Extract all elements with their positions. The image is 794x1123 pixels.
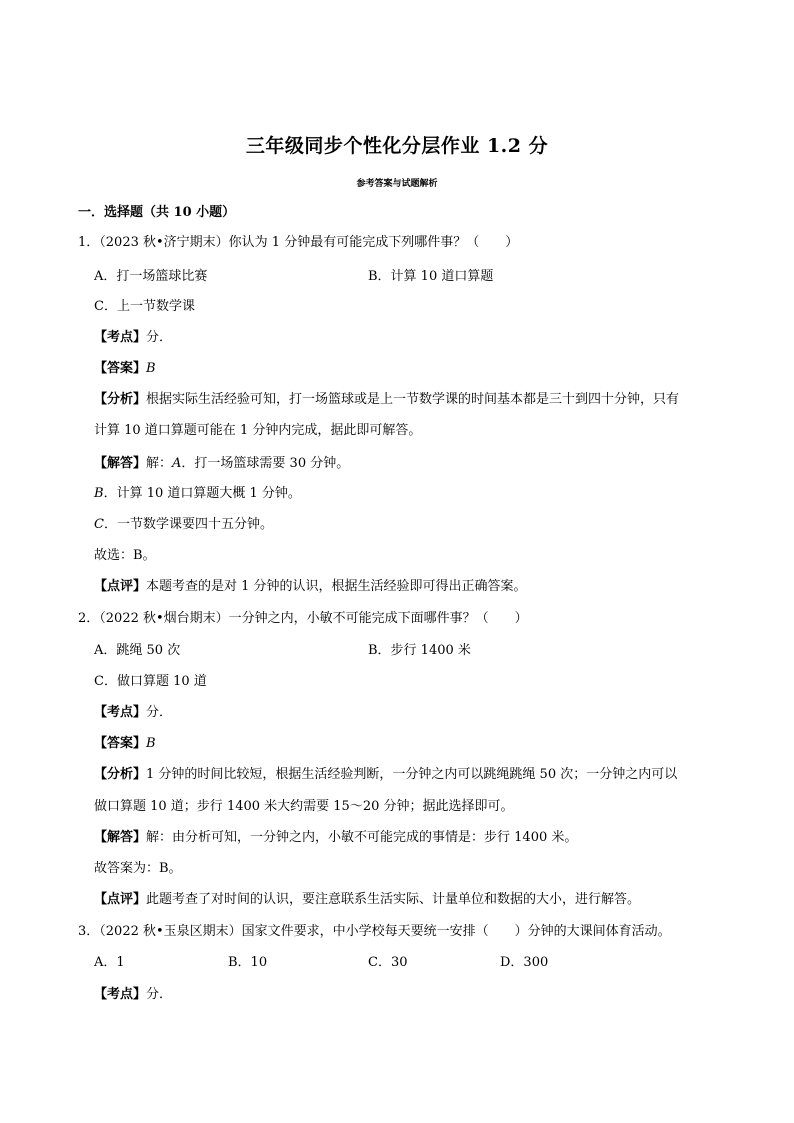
q1-jieda-2 bbox=[94, 485, 301, 503]
q1-option-b: B．计算 10 道口算题 bbox=[368, 269, 494, 284]
q1-option-c: C．上一节数学课 bbox=[94, 299, 195, 314]
q3-stem: 3．（2022 秋•玉泉区期末）国家文件要求，中小学校每天要统一安排（ ）分钟的大课间体育活动。 bbox=[78, 924, 671, 939]
q2-jieda-text: 解：由分析可知，一分钟之内，小敏不可能完成的事情是：步行 1400 米。 bbox=[146, 830, 578, 845]
document-title: 三年级同步个性化分层作业 1.2 分 bbox=[245, 135, 549, 157]
q1-option-a: A．打一场篮球比赛 bbox=[94, 269, 208, 284]
q3-option-c: C．30 bbox=[368, 955, 408, 970]
q1-kaodian bbox=[94, 329, 172, 347]
q1-jieda-text-a: ．打一场篮球需要 30 分钟。 bbox=[181, 456, 350, 471]
q3-option-b: B．10 bbox=[228, 955, 268, 970]
q2-fenxi-text-1: 1 分钟的时间比较短，根据生活经验判断，一分钟之内可以跳绳跳绳 50 次；一分钟之内可以 bbox=[146, 767, 678, 782]
q1-fenxi-text-1: 根据实际生活经验可知，打一场篮球或是上一节数学课的时间基本都是三十到四十分钟，只有 bbox=[146, 392, 680, 407]
q1-answer bbox=[94, 360, 156, 378]
q1-jieda-pre: 解： bbox=[146, 456, 173, 471]
q2-dianping bbox=[94, 891, 640, 909]
q2-fenxi-2: 做口算题 10 道；步行 1400 米大约需要 15～20 分钟；据此选择即可。 bbox=[94, 799, 514, 814]
q2-jieda bbox=[94, 829, 577, 847]
q2-option-a: A．跳绳 50 次 bbox=[94, 643, 181, 658]
q2-fenxi-1 bbox=[94, 766, 677, 784]
document-subtitle: 参考答案与试题解析 bbox=[356, 179, 438, 189]
q1-jieda-3 bbox=[94, 516, 273, 534]
q2-kaodian bbox=[94, 704, 172, 722]
fenxi-tag: 【分析】 bbox=[94, 392, 147, 407]
q1-jieda-1 bbox=[94, 455, 349, 473]
dianping-tag: 【点评】 bbox=[94, 892, 147, 907]
q1-dianping bbox=[94, 578, 527, 596]
q1-answer-value: B bbox=[146, 361, 156, 376]
q2-answer bbox=[94, 735, 156, 753]
q1-jieda-letter-a: A bbox=[172, 456, 182, 471]
kaodian-tag: 【考点】 bbox=[94, 330, 147, 345]
q1-conclusion: 故选：B。 bbox=[94, 548, 156, 563]
q1-fenxi-2: 计算 10 道口算题可能在 1 分钟内完成，据此即可解答。 bbox=[94, 423, 422, 438]
q2-stem: 2．（2022 秋•烟台期末）一分钟之内，小敏不可能完成下面哪件事？（ ） bbox=[78, 611, 528, 626]
q1-dianping-text: 本题考查的是对 1 分钟的认识，根据生活经验即可得出正确答案。 bbox=[146, 579, 527, 594]
q2-option-b: B．步行 1400 米 bbox=[368, 643, 471, 658]
dianping-tag: 【点评】 bbox=[94, 579, 147, 594]
jieda-tag: 【解答】 bbox=[94, 830, 147, 845]
q1-jieda-letter-b: B bbox=[94, 486, 104, 501]
kaodian-tag: 【考点】 bbox=[94, 705, 147, 720]
q2-kaodian-text: 分． bbox=[146, 705, 173, 720]
q1-fenxi-1 bbox=[94, 391, 679, 409]
kaodian-tag: 【考点】 bbox=[94, 987, 147, 1002]
q2-option-c: C．做口算题 10 道 bbox=[94, 674, 207, 689]
q1-stem: 1．（2023 秋•济宁期末）你认为 1 分钟最有可能完成下列哪件事？（ ） bbox=[78, 235, 519, 250]
fenxi-tag: 【分析】 bbox=[94, 767, 147, 782]
section-header: 一．选择题（共 10 小题） bbox=[78, 205, 236, 220]
daan-tag: 【答案】 bbox=[94, 361, 147, 376]
q3-option-d: D．300 bbox=[500, 955, 549, 970]
q2-conclusion: 故答案为：B。 bbox=[94, 861, 182, 876]
q2-dianping-text: 此题考查了对时间的认识，要注意联系生活实际、计量单位和数据的大小，进行解答。 bbox=[146, 892, 641, 907]
q1-jieda-letter-c: C bbox=[94, 517, 104, 532]
daan-tag: 【答案】 bbox=[94, 736, 147, 751]
q1-jieda-text-c: ．一节数学课要四十五分钟。 bbox=[103, 517, 273, 532]
q3-kaodian bbox=[94, 986, 172, 1004]
q1-jieda-text-b: ．计算 10 道口算题大概 1 分钟。 bbox=[103, 486, 301, 501]
q2-answer-value: B bbox=[146, 736, 156, 751]
jieda-tag: 【解答】 bbox=[94, 456, 147, 471]
q1-kaodian-text: 分． bbox=[146, 330, 173, 345]
q3-kaodian-text: 分． bbox=[146, 987, 173, 1002]
q3-option-a: A．1 bbox=[94, 955, 125, 970]
